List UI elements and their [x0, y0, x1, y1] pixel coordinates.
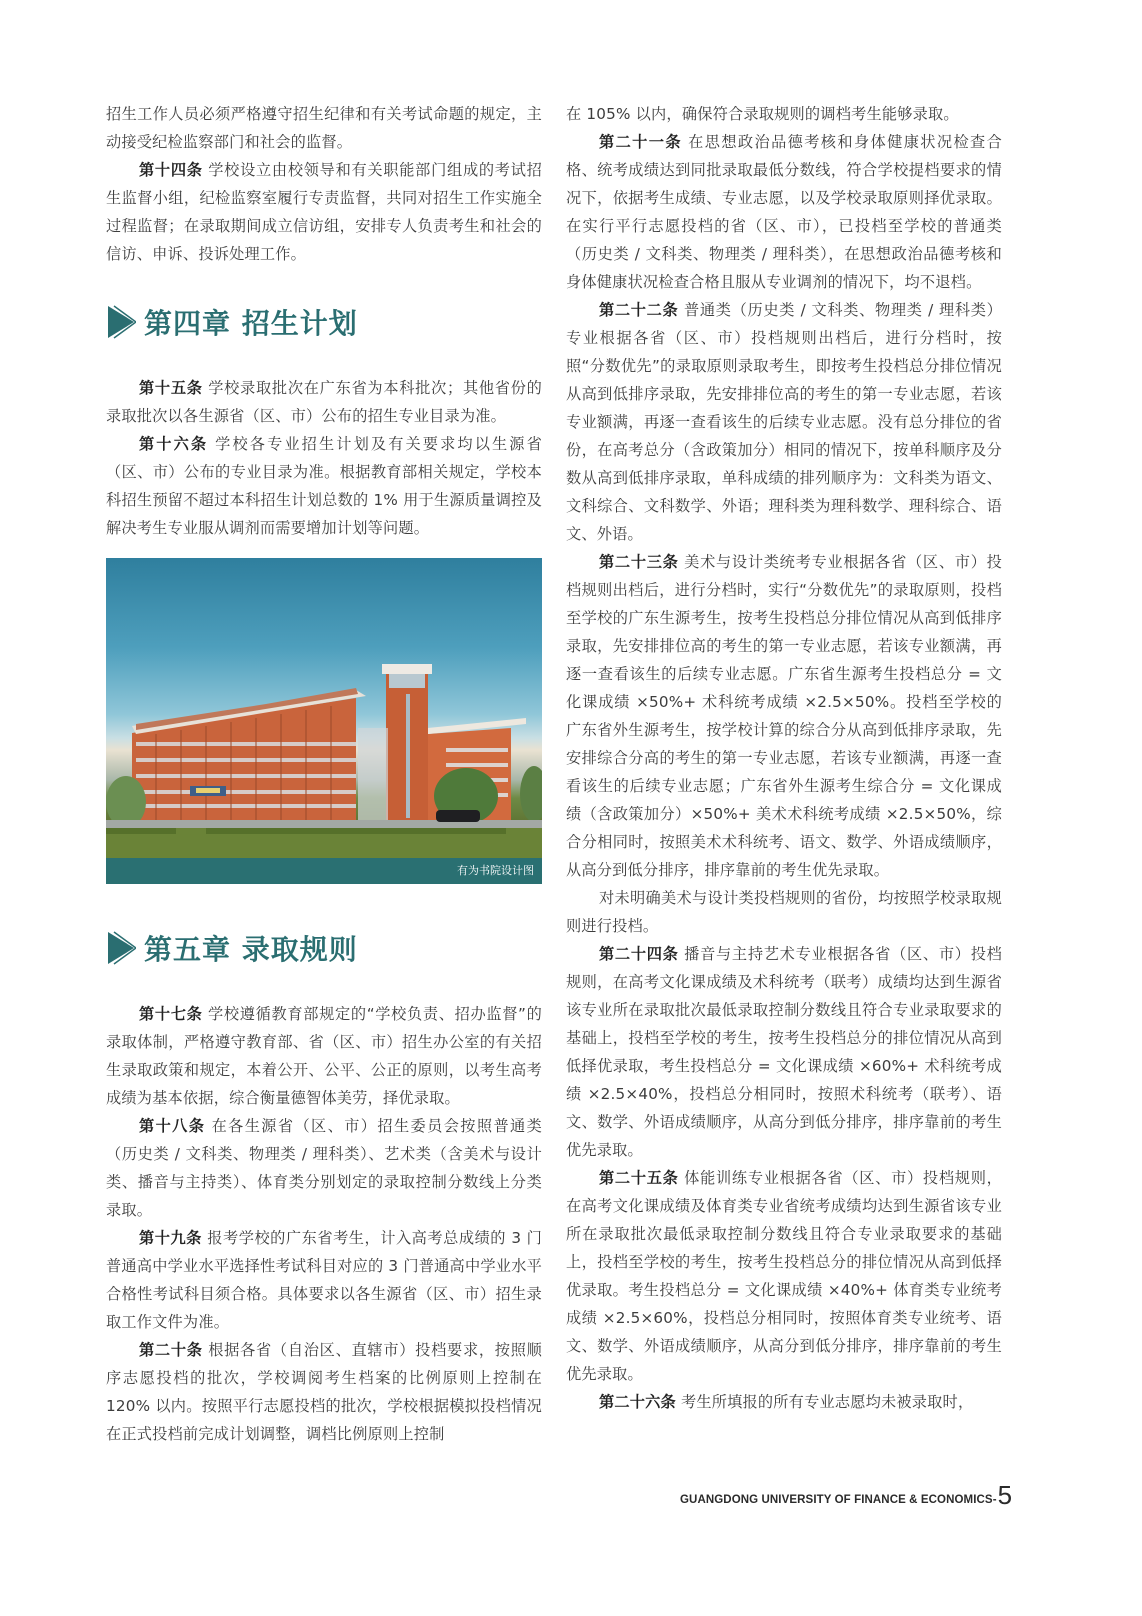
- left-column: [106, 100, 542, 1448]
- right-column: [566, 100, 1002, 1416]
- chapter-heading-4: [106, 298, 542, 346]
- article-text: 在思想政治品德考核和身体健康状况检查合格、统考成绩达到同批录取最低分数线，符合学校提档要求的情况下，依据考生成绩、专业志愿，以及学校录取原则择优录取。在实行平行志愿投档的省（区、市），已投档至学校的普通类（历史类 / 文科类、物理类 / 理科类），在思想政治品德考核和身体健康状况检查合格且服从专业调剂的情况下，均不退档。: [566, 133, 1003, 291]
- paragraph-art-note: 对未明确美术与设计类投档规则的省份，均按照学校录取规则进行投档。: [566, 889, 1002, 935]
- article-label: 第二十五条: [599, 1169, 679, 1187]
- article-label: 第二十六条: [599, 1393, 676, 1411]
- article-label: 第十五条: [139, 379, 203, 397]
- figure-caption: 有为书院设计图: [106, 858, 542, 884]
- article-text: 考生所填报的所有专业志愿均未被录取时，: [680, 1393, 974, 1411]
- article-label: 第十四条: [139, 161, 203, 179]
- university-name: GUANGDONG UNIVERSITY OF FINANCE & ECONOMICS: [680, 1494, 993, 1506]
- article-25: [566, 1164, 1002, 1388]
- article-text: 播音与主持艺术专业根据各省（区、市）投档规则，在高考文化课成绩及术科统考（联考）成绩均达到生源省该专业所在录取批次最低录取控制分数线且符合专业录取要求的基础上，投档至学校的考生，按考生投档总分的排位情况从高到低择优录取，考生投档总分 = 文化课成绩 ×60%+ 术科统考成绩 ×2.5×40%，投档总分相同时，按照术科统考（联考）、语文、数学、外语成绩顺序，从高分到低分排序，排序靠前的考生优先录取。: [566, 945, 1002, 1159]
- article-20: [106, 1336, 542, 1448]
- article-label: 第二十一条: [599, 133, 682, 151]
- chapter-arrow-icon: [106, 930, 136, 966]
- article-23: [566, 548, 1002, 884]
- article-text: 学校各专业招生计划及有关要求均以生源省（区、市）公布的专业目录为准。根据教育部相关规定，学校本科招生预留不超过本科招生计划总数的 1% 用于生源质量调控及解决考生专业服从调剂而需要增加计划等问题。: [106, 435, 542, 537]
- page-footer: [680, 1478, 1012, 1508]
- article-text: 普通类（历史类 / 文科类、物理类 / 理科类）专业根据各省（区、市）投档规则出档后，进行分档时，按照“分数优先”的录取原则录取考生，即按考生投档总分排位情况从高到低排序录取，先安排排位高的考生的第一专业志愿，若该专业额满，再逐一查看该生的后续专业志愿。没有总分排位的省份，在高考总分（含政策加分）相同的情况下，按单科顺序及分数从高到低排序录取，单科成绩的排列顺序为：文科类为语文、文科综合、文科数学、外语；理科类为理科数学、理科综合、语文、外语。: [566, 301, 1002, 543]
- article-17: [106, 1000, 542, 1112]
- article-16: [106, 430, 542, 542]
- article-text: 体能训练专业根据各省（区、市）投档规则，在高考文化课成绩及体育类专业省统考成绩均达到生源省该专业所在录取批次最低录取控制分数线且符合专业录取要求的基础上，投档至学校的考生，按考生投档总分的排位情况从高到低择优录取。考生投档总分 = 文化课成绩 ×40%+ 体育类专业统考成绩 ×2.5×60%，投档总分相同时，按照体育类专业统考、语文、数学、外语成绩顺序，从高分到低分排序，排序靠前的考生优先录取。: [566, 1169, 1002, 1383]
- article-label: 第十九条: [139, 1229, 202, 1247]
- article-label: 第十八条: [139, 1117, 206, 1135]
- article-label: 第二十条: [139, 1341, 203, 1359]
- article-21: [566, 128, 1002, 296]
- chapter-title: 第四章 招生计划: [144, 307, 358, 340]
- article-text: 学校遵循教育部规定的“学校负责、招办监督”的录取体制，严格遵守教育部、省（区、市）招生办公室的有关招生录取政策和规定，本着公开、公平、公正的原则，以考生高考成绩为基本依据，综合衡量德智体美劳，择优录取。: [106, 1005, 542, 1107]
- paragraph-intro: 招生工作人员必须严格遵守招生纪律和有关考试命题的规定，主动接受纪检监察部门和社会的监督。: [106, 105, 542, 151]
- article-19: [106, 1224, 542, 1336]
- article-15: [106, 374, 542, 430]
- chapter-title: 第五章 录取规则: [144, 933, 358, 966]
- building-rendering-image: [106, 558, 542, 858]
- article-text: 报考学校的广东省考生，计入高考总成绩的 3 门普通高中学业水平选择性考试科目对应的 3 门普通高中学业水平合格性考试科目须合格。具体要求以各生源省（区、市）招生录取工作文件为准。: [106, 1229, 543, 1331]
- building-illustration: [106, 558, 542, 858]
- article-label: 第二十二条: [599, 301, 679, 319]
- article-text: 学校录取批次在广东省为本科批次；其他省份的录取批次以各生源省（区、市）公布的招生专业目录为准。: [106, 379, 542, 425]
- article-18: [106, 1112, 542, 1224]
- article-text: 根据各省（自治区、直辖市）投档要求，按照顺序志愿投档的批次，学校调阅考生档案的比例原则上控制在 120% 以内。按照平行志愿投档的批次，学校根据模拟投档情况在正式投档前完成计划调整，调档比例原则上控制: [106, 1341, 542, 1443]
- chapter-heading-5: [106, 924, 542, 972]
- page-number: 5: [997, 1480, 1013, 1510]
- chapter-arrow-icon: [106, 304, 136, 340]
- article-14: [106, 156, 542, 268]
- building-figure: [106, 558, 542, 884]
- article-label: 第十七条: [139, 1005, 203, 1023]
- article-text: 学校设立由校领导和有关职能部门组成的考试招生监督小组，纪检监察室履行专责监督，共同对招生工作实施全过程监督；在录取期间成立信访组，安排专人负责考生和社会的信访、申诉、投诉处理工作。: [106, 161, 542, 263]
- article-22: [566, 296, 1002, 548]
- article-label: 第二十三条: [599, 553, 679, 571]
- article-text: 美术与设计类统考专业根据各省（区、市）投档规则出档后，进行分档时，实行“分数优先”的录取原则，投档至学校的广东生源考生，按考生投档总分排位情况从高到低排序录取，先安排排位高的考生的第一专业志愿，若该专业额满，再逐一查看该生的后续专业志愿。广东省生源考生投档总分 = 文化课成绩 ×50%+ 术科统考成绩 ×2.5×50%。投档至学校的广东省外生源考生，按学校计算的综合分从高到低排序录取，先安排综合分高的考生的第一专业志愿，若该专业额满，再逐一查看该生的后续专业志愿；广东省外生源考生综合分 = 文化课成绩（含政策加分）×50%+ 美术术科统考成绩 ×2.5×50%，综合分相同时，按照美术术科统考、语文、数学、外语成绩顺序，从高分到低分排序，排序靠前的考生优先录取。: [566, 553, 1002, 879]
- paragraph-continued: 在 105% 以内，确保符合录取规则的调档考生能够录取。: [566, 105, 959, 123]
- article-24: [566, 940, 1002, 1164]
- article-text: 在各生源省（区、市）招生委员会按照普通类（历史类 / 文科类、物理类 / 理科类）、艺术类（含美术与设计类、播音与主持类）、体育类分别划定的录取控制分数线上分类录取。: [106, 1117, 542, 1219]
- article-label: 第十六条: [139, 435, 209, 453]
- article-26: [566, 1388, 1002, 1416]
- footer-dash: -: [992, 1494, 997, 1506]
- article-label: 第二十四条: [599, 945, 679, 963]
